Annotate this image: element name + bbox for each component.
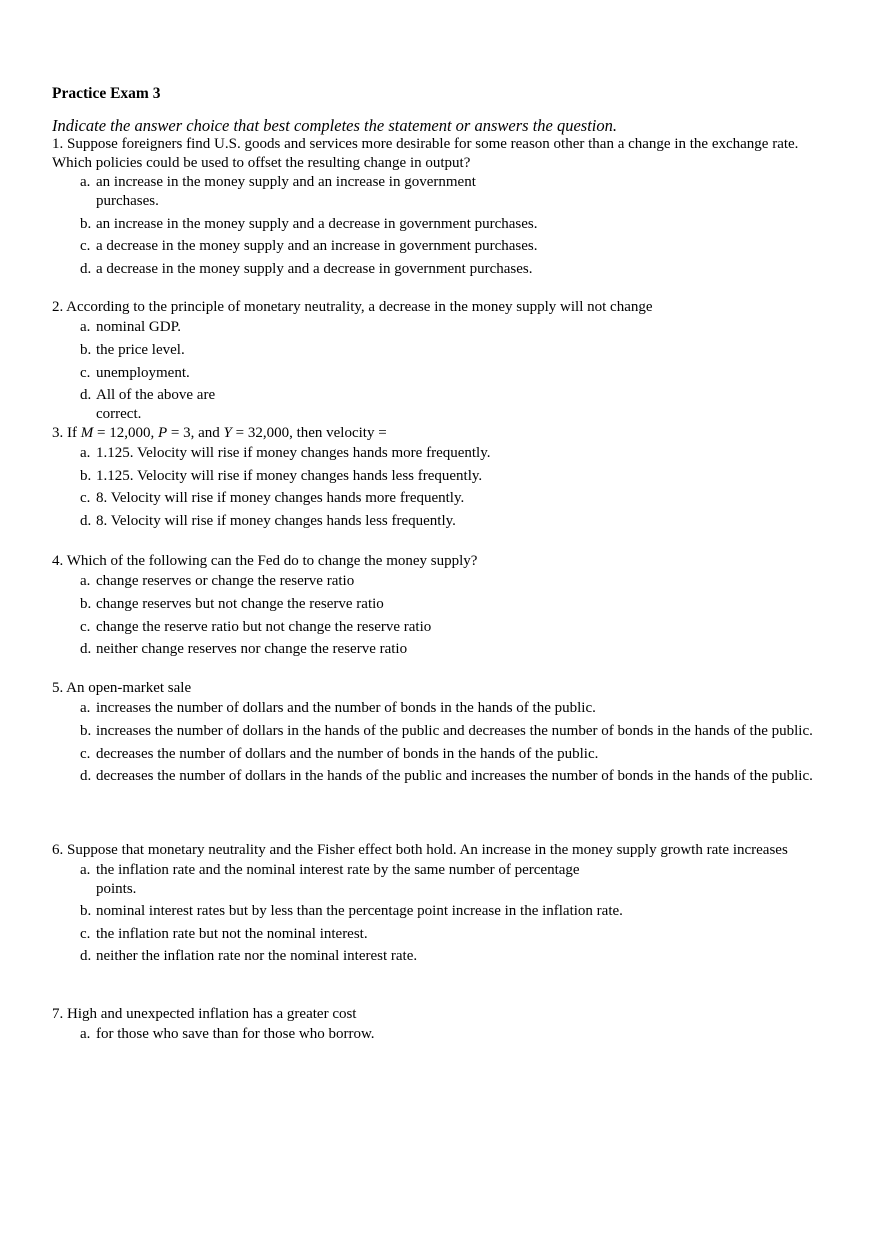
option-c[interactable]: c. a decrease in the money supply and an increase in government purchases. bbox=[80, 238, 538, 254]
question-5 bbox=[52, 679, 822, 786]
question-stem: 7. High and unexpected inflation has a greater cost bbox=[52, 1006, 357, 1022]
option-b[interactable]: b. increases the number of dollars in the hands of the public and decreases the number of bonds in the hands of the public. bbox=[80, 723, 813, 739]
option-b[interactable]: b. change reserves but not change the reserve ratio bbox=[80, 596, 384, 612]
question-stem: 1. Suppose foreigners find U.S. goods and services more desirable for some reason other than a change in the exchange rate. Which policies could be used to offset the resulting change in output? bbox=[52, 136, 799, 171]
option-c[interactable]: c. decreases the number of dollars and the number of bonds in the hands of the public. bbox=[80, 746, 599, 762]
question-stem: 3. If M = 12,000, P = 3, and Y = 32,000, then velocity = bbox=[52, 425, 387, 441]
question-stem: 2. According to the principle of monetary neutrality, a decrease in the money supply will not change bbox=[52, 299, 653, 315]
question-4 bbox=[52, 552, 822, 659]
option-a[interactable]: a. 1.125. Velocity will rise if money changes hands more frequently. bbox=[80, 445, 491, 461]
question-stem: 6. Suppose that monetary neutrality and the Fisher effect both hold. An increase in the money supply growth rate increases bbox=[52, 842, 788, 858]
option-d[interactable]: d. neither the inflation rate nor the nominal interest rate. bbox=[80, 948, 418, 964]
option-d[interactable]: d. a decrease in the money supply and a decrease in government purchases. bbox=[80, 261, 533, 277]
option-b[interactable]: b. the price level. bbox=[80, 342, 185, 358]
question-stem: 5. An open-market sale bbox=[52, 680, 192, 696]
option-a[interactable]: a. the inflation rate and the nominal interest rate by the same number of percentage points. bbox=[80, 862, 580, 897]
option-c[interactable]: c. 8. Velocity will rise if money changes hands more frequently. bbox=[80, 490, 465, 506]
option-b[interactable]: b. nominal interest rates but by less than the percentage point increase in the inflation rate. bbox=[80, 903, 623, 919]
option-a[interactable]: a. for those who save than for those who borrow. bbox=[80, 1026, 375, 1042]
question-6 bbox=[52, 841, 822, 966]
instructions: Indicate the answer choice that best completes the statement or answers the question. bbox=[52, 116, 618, 135]
option-a[interactable]: a. change reserves or change the reserve ratio bbox=[80, 573, 355, 589]
option-d[interactable]: d. 8. Velocity will rise if money changes hands less frequently. bbox=[80, 513, 456, 529]
option-a[interactable]: a. increases the number of dollars and the number of bonds in the hands of the public. bbox=[80, 700, 596, 716]
question-7 bbox=[52, 1005, 822, 1044]
option-d[interactable]: d. neither change reserves nor change the reserve ratio bbox=[80, 641, 408, 657]
question-stem: 4. Which of the following can the Fed do to change the money supply? bbox=[52, 553, 478, 569]
option-c[interactable]: c. change the reserve ratio but not change the reserve ratio bbox=[80, 619, 432, 635]
page-title: Practice Exam 3 bbox=[52, 85, 161, 102]
option-c[interactable]: c. the inflation rate but not the nominal interest. bbox=[80, 926, 368, 942]
option-a[interactable]: a. an increase in the money supply and an increase in government purchases. bbox=[80, 174, 476, 209]
question-1 bbox=[52, 135, 822, 279]
option-c[interactable]: c. unemployment. bbox=[80, 365, 190, 381]
option-b[interactable]: b. 1.125. Velocity will rise if money changes hands less frequently. bbox=[80, 468, 483, 484]
option-d[interactable]: d. decreases the number of dollars in the hands of the public and increases the number of bonds in the hands of the public. bbox=[80, 768, 813, 784]
question-3 bbox=[52, 424, 822, 531]
option-a[interactable]: a. nominal GDP. bbox=[80, 319, 182, 335]
option-d[interactable]: d. All of the above are correct. bbox=[80, 387, 216, 422]
option-b[interactable]: b. an increase in the money supply and a decrease in government purchases. bbox=[80, 216, 538, 232]
question-2 bbox=[52, 298, 822, 424]
